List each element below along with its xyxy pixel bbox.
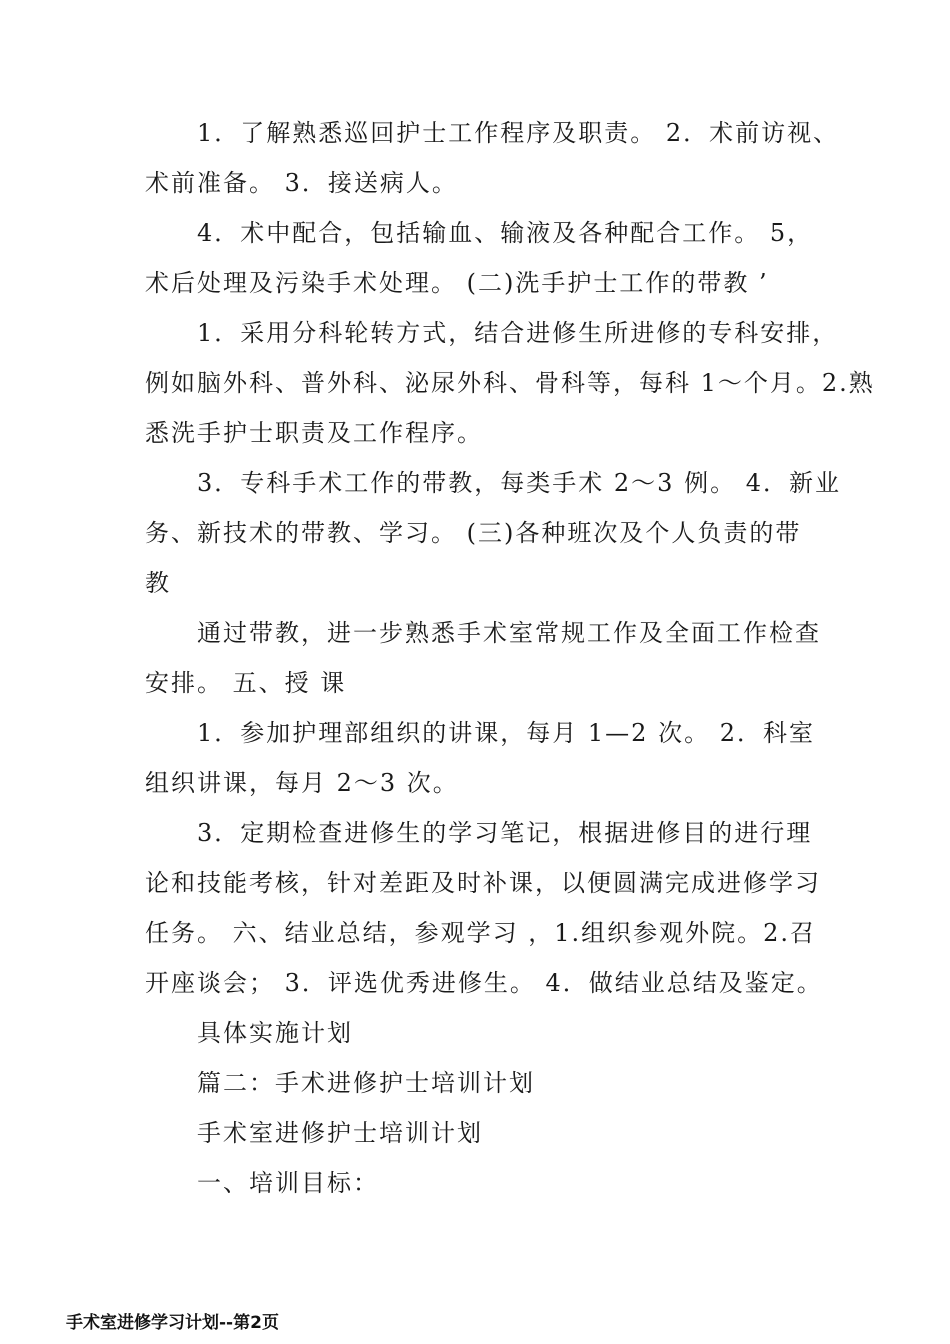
text-line: 开座谈会； 3．评选优秀进修生。 4．做结业总结及鉴定。: [145, 969, 823, 997]
text-line: 例如脑外科、普外科、泌尿外科、骨科等，每科 1～个月。2.熟: [145, 369, 875, 397]
text-line: 3．专科手术工作的带教，每类手术 2～3 例。 4．新业: [197, 469, 841, 497]
section-heading: 手术室进修护士培训计划: [197, 1119, 483, 1147]
text-line: 务、新技术的带教、学习。 (三)各种班次及个人负责的带: [145, 519, 802, 547]
text-line: 术前准备。 3．接送病人。: [145, 169, 458, 197]
document-body: [145, 108, 875, 1208]
text-line: 悉洗手护士职责及工作程序。: [145, 419, 483, 447]
text-line: 教: [145, 569, 171, 597]
text-line: 3．定期检查进修生的学习笔记，根据进修目的进行理: [197, 819, 813, 847]
text-line: 4．术中配合，包括输血、输液及各种配合工作。 5，: [197, 219, 814, 247]
section-heading: 一、培训目标：: [197, 1169, 379, 1197]
section-heading: 篇二：手术进修护士培训计划: [197, 1069, 535, 1097]
text-line: 术后处理及污染手术处理。 (二)洗手护士工作的带教 ’: [145, 269, 769, 297]
text-line: 通过带教，进一步熟悉手术室常规工作及全面工作检查: [197, 619, 821, 647]
text-line: 组织讲课，每月 2～3 次。: [145, 769, 459, 797]
text-line: 1．了解熟悉巡回护士工作程序及职责。 2．术前访视、: [197, 119, 840, 147]
section-heading: 具体实施计划: [197, 1019, 353, 1047]
text-line: 任务。 六、结业总结，参观学习 ，1.组织参观外院。2.召: [145, 919, 817, 947]
page-footer: 手术室进修学习计划--第2页: [66, 1313, 279, 1333]
text-line: 论和技能考核，针对差距及时补课，以便圆满完成进修学习: [145, 869, 821, 897]
text-line: 安排。 五、授 课: [145, 669, 347, 697]
text-line: 1．采用分科轮转方式，结合进修生所进修的专科安排，: [197, 319, 839, 347]
text-line: 1．参加护理部组织的讲课，每月 1—2 次。 2．科室: [197, 719, 815, 747]
